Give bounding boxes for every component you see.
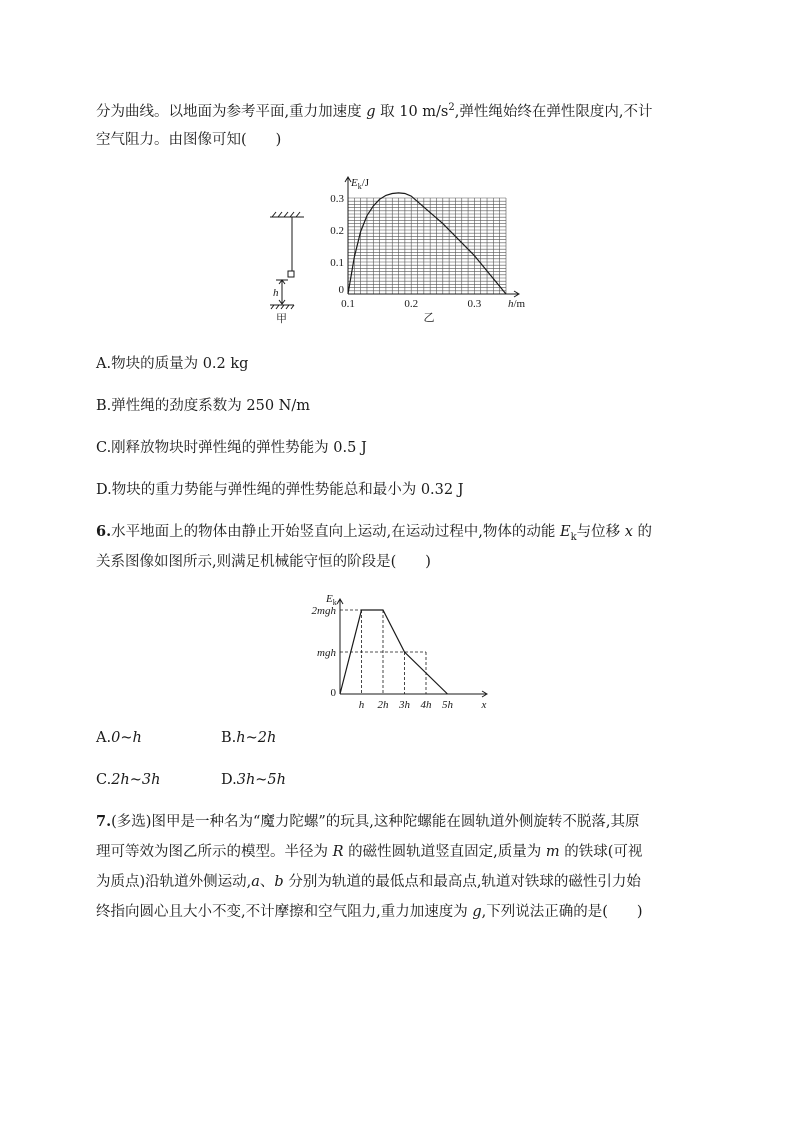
q6-stem-line1 xyxy=(96,522,652,548)
x-tick-label: h xyxy=(358,699,365,711)
q7-text-2c: 的铁球(可视 xyxy=(559,844,643,860)
chart2-axes xyxy=(337,599,487,697)
q7-text-2a: 理可等效为图乙所示的模型。半径为 xyxy=(96,844,333,860)
q7-b-symbol: b xyxy=(274,874,284,890)
h-label: h xyxy=(273,287,279,299)
q5-g-symbol: g xyxy=(366,103,376,120)
y-tick-label: 0.3 xyxy=(330,193,344,205)
q7-line3 xyxy=(96,872,641,892)
y-tick-label: mgh xyxy=(317,647,336,659)
q6-option-d-prefix: D. xyxy=(221,772,237,788)
hatch xyxy=(290,212,294,217)
q7-text-3c: 分别为轨道的最低点和最高点,轨道对铁球的磁性引力始 xyxy=(283,874,641,890)
q6-option-a xyxy=(96,728,142,748)
q5-option-d: D.物块的重力势能与弹性绳的弹性势能总和最小为 0.32 J xyxy=(96,482,464,498)
chart1-curve-group xyxy=(348,193,506,294)
y-tick-label: 0.2 xyxy=(330,225,344,237)
q5-stem-line1 xyxy=(96,98,652,122)
hatch xyxy=(281,305,284,309)
y-tick-label: 0 xyxy=(338,284,344,296)
chart-title: 乙 xyxy=(423,312,435,324)
q5-option-c: C.刚释放物块时弹性绳的弹性势能为 0.5 J xyxy=(96,440,367,456)
x-tick-label: 0.1 xyxy=(341,298,355,310)
chart1-labels xyxy=(330,177,525,324)
hatch xyxy=(272,212,276,217)
x-axis-label: x xyxy=(481,699,487,711)
y-tick-label: 0 xyxy=(330,687,336,699)
x-tick-label: 0.3 xyxy=(467,298,482,310)
q6-option-d-text: 3h~5h xyxy=(236,772,286,788)
q7-text-4b: ,下列说法正确的是( ) xyxy=(481,904,643,920)
chart2-guides xyxy=(340,610,426,694)
q7-text-2b: 的磁性圆轨道竖直固定,质量为 xyxy=(343,844,546,860)
ek-h-curve xyxy=(348,193,506,294)
y-tick-label: 2mgh xyxy=(311,605,336,617)
q5-stem-text: 分为曲线。以地面为参考平面,重力加速度 xyxy=(96,103,367,120)
hatch xyxy=(276,305,279,309)
x-tick-label: 5h xyxy=(442,699,453,711)
q6-option-a-text: 0~h xyxy=(111,730,142,746)
q7-text-4a: 终指向圆心且大小不变,不计摩擦和空气阻力,重力加速度为 xyxy=(96,904,473,920)
q7-a-symbol: a xyxy=(251,874,260,890)
q5-option-b: B.弹性绳的劲度系数为 250 N/m xyxy=(96,398,310,414)
q6-option-b xyxy=(221,728,276,748)
chart-ek-h xyxy=(324,170,534,326)
q6-option-c-prefix: C. xyxy=(96,772,112,788)
hatch xyxy=(291,305,294,309)
hatch xyxy=(278,212,282,217)
q6-stem-text-c: 的 xyxy=(632,524,653,540)
q6-option-b-text: h~2h xyxy=(236,730,277,746)
chart-ek-x xyxy=(300,588,496,712)
q7-text-3a: 为质点)沿轨道外侧运动, xyxy=(96,874,252,890)
chart1-grid xyxy=(348,198,506,294)
q5-stem-text-c: ,弹性绳始终在弹性限度内,不计 xyxy=(454,103,653,120)
q6-ek-sub: k xyxy=(570,531,577,543)
chart2-labels xyxy=(312,593,487,711)
hatch xyxy=(271,305,274,309)
q7-r-symbol: R xyxy=(332,844,344,860)
fig-jia-label: 甲 xyxy=(276,313,287,325)
block xyxy=(288,271,294,277)
q7-number: 7. xyxy=(96,813,112,830)
q7-line2 xyxy=(96,842,642,862)
y-axis-label: $E_k$ xyxy=(326,593,337,607)
x-tick-label: 3h xyxy=(399,699,410,711)
x-tick-label: 0.2 xyxy=(404,298,419,310)
q6-number: 6. xyxy=(96,523,112,540)
q7-line4 xyxy=(96,902,643,922)
q6-ek-symbol: E xyxy=(559,524,571,540)
q6-option-c xyxy=(96,770,160,790)
x-axis-label: h/m xyxy=(508,298,526,310)
y-axis-label: $E_k/J$ xyxy=(351,177,370,191)
figure-jia xyxy=(262,208,312,326)
q5-sup: 2 xyxy=(448,102,455,113)
q7-g-symbol: g xyxy=(472,904,482,920)
q7-m-symbol: m xyxy=(545,844,560,860)
q6-option-c-text: 2h~3h xyxy=(111,772,161,788)
q6-option-b-prefix: B. xyxy=(221,730,237,746)
q5-stem-line2: 空气阻力。由图像可知( ) xyxy=(96,132,282,148)
q6-option-d xyxy=(221,770,286,790)
q7-text-1: (多选)图甲是一种名为“魔力陀螺”的玩具,这种陀螺能在圆轨道外侧旋转不脱落,其原 xyxy=(111,814,640,830)
q6-stem-text: 水平地面上的物体由静止开始竖直向上运动,在运动过程中,物体的动能 xyxy=(111,524,560,540)
q6-stem-text-b: 与位移 xyxy=(576,524,625,540)
hatch xyxy=(286,305,289,309)
hatch xyxy=(296,212,300,217)
x-tick-label: 4h xyxy=(420,699,432,711)
q7-text-3b: 、 xyxy=(259,874,275,890)
hatch xyxy=(284,212,288,217)
q6-x-symbol: x xyxy=(624,524,633,540)
q7-line1 xyxy=(96,812,640,832)
q5-stem-text-b: 取 10 m/s xyxy=(375,103,449,120)
q6-stem-line2: 关系图像如图所示,则满足机械能守恒的阶段是( ) xyxy=(96,554,431,570)
q6-option-a-prefix: A. xyxy=(96,730,112,746)
q5-option-a: A.物块的质量为 0.2 kg xyxy=(96,356,249,372)
x-tick-label: 2h xyxy=(377,699,389,711)
y-tick-label: 0.1 xyxy=(330,257,344,269)
